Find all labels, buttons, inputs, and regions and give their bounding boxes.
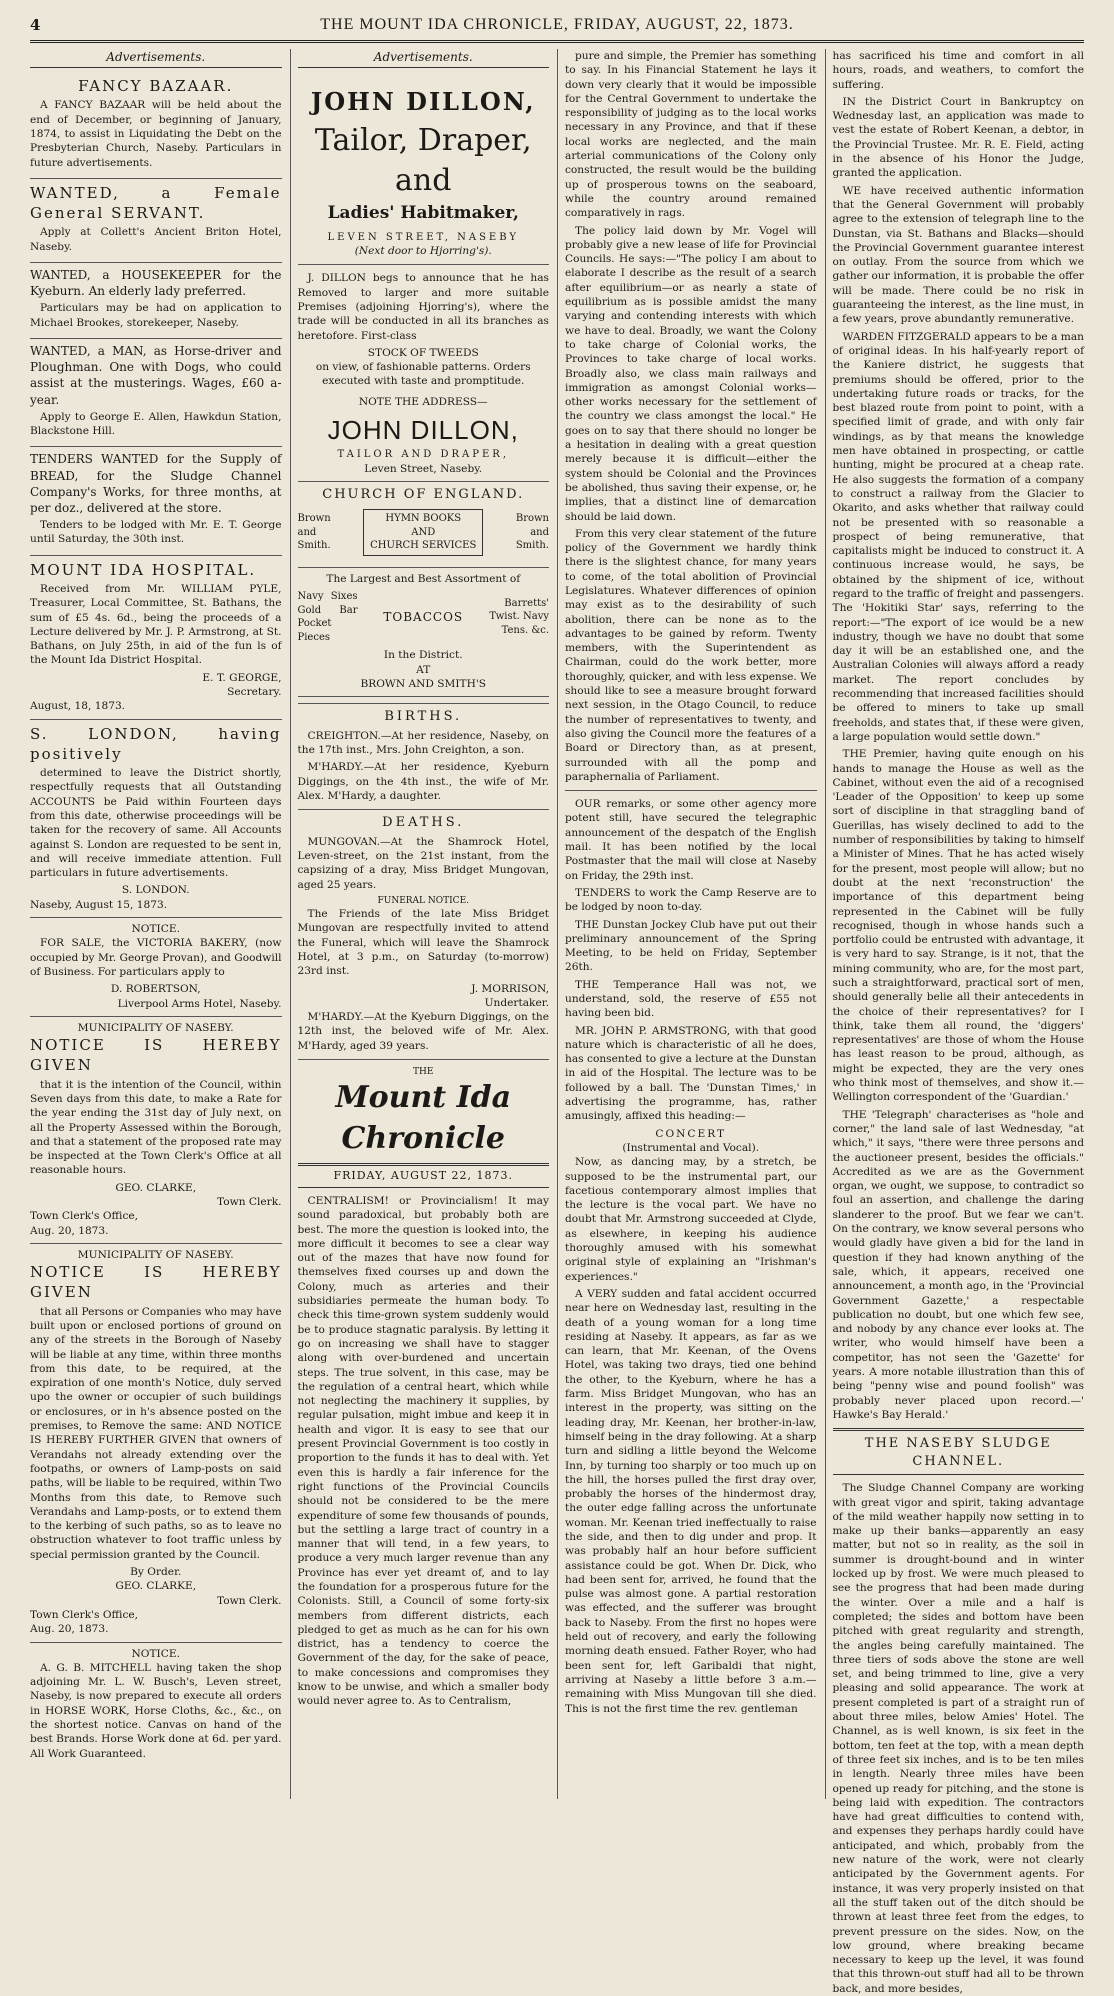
ad-sign: E. T. GEORGE, [202,671,282,684]
death-2: M'HARDY.—At the Kyeburn Diggings, on the 12th inst, the beloved wife of Mr. Alex. M'Hardy, aged 39 years. [297,1011,549,1052]
news-accident: A VERY sudden and fatal accident occurred near here on Wednesday last, resulting in the death of a young woman for a long time residing at Naseby. It appears, as far as we can learn, that Mr. Keenan, of the Ovens Hotel, was taking two drays, tied one behind the other, to the Kyeburn, where he has a farm. Miss Bridget Mungovan, who has an interest in the property, was sitting on the leading dray, Mr. Keenan, her brother-in-law, himself being in the dray following. At a sharp turn and sidling a little beyond the Welcome Inn, by turning too sharply or too much up on the hill, the horses pulled the first dray over, probably the horses of the hindermost dray, the outer edge falling across the unfortunate woman. Mr. Keenan tried ineffectually to raise the side, and then to dig under and prop. It was probably half an hour before sufficient assistance could be got. When Dr. Dick, who had been sent for, arrived, he found that the pulse was almost gone. A partial restoration was effected, and the sufferer was brought back to Naseby. From the first no hopes were held out of recovery, and early the following morning death ensued. Father Royer, who had been sent for, left Garibaldi that night, arriving at Naseby a little before 3 a.m.—remaining with Miss Mungovan till she died. This is not the first time the rev. gentleman [565,1287,817,1715]
news-bankruptcy: IN the District Court in Bankruptcy on Wednesday last, an application was made to vest the estate of Robert Keenan, a debtor, in the Provincial Trustee. Mr. R. E. Field, acting in the absence of his Honor the Judge, granted the application. [832,95,1084,180]
dillon-sub: Ladies' Habitmaker, [327,202,519,223]
ad-body: Apply to George E. Allen, Hawkdun Station, Blackstone Hill. [30,410,282,438]
ad-title: FANCY BAZAAR. [78,77,234,96]
funeral-notice-title: FUNERAL NOTICE. [377,895,470,906]
dillon-big-name: JOHN DILLON, [327,414,519,445]
column-2 [290,49,550,1799]
page-number: 4 [30,16,41,34]
ad-title: NOTICE. [131,1647,180,1660]
ads-header: Advertisements. [298,49,550,68]
divider [298,1059,550,1060]
ad-wanted-man [30,339,282,447]
paper-date: FRIDAY, AUGUST 22, 1873. [298,1163,550,1188]
ad-title: WANTED, a HOUSEKEEPER for the Kyeburn. An elderly lady preferred. [30,268,282,299]
ad-victoria-bakery [30,918,282,1017]
news-tenders: TENDERS to work the Camp Reserve are to be lodged by noon to-day. [565,886,817,914]
ad-sign: D. ROBERTSON, [110,983,201,996]
ad-title: TENDERS WANTED for the Supply of BREAD, for the Sludge Channel Company's Works, for three months, at per doz., delivered at the store. [30,452,282,515]
ad-body: Received from Mr. WILLIAM PYLE, Treasurer, Local Committee, St. Bathans, the sum of £5 4s. 6d., being the proceeds of a Lecture delivered by Mr. J. P. Armstrong, at St. Bathans, on July 25th, in aid of the fun ls of the Mount Ida District Hospital. [30,582,282,667]
ad-municipality-streets [30,1244,282,1643]
tob-at: AT [416,663,431,676]
ad-title: NOTICE. [131,923,180,936]
ad-church-of-england [298,482,550,568]
ad-body: determined to leave the District shortly, respectfully requests that all Outstanding ACCOUNTS be Paid within Fourteen days from this date, otherwise proceedings will be taken for the recovery of same. All Accounts against S. London are requested to be sent in, and will receive immediate attention. Full particulars in future advertisements. [30,767,282,880]
ad-address: Liverpool Arms Hotel, Naseby. [117,997,282,1010]
news-temperance-hall: THE Temperance Hall was not, we understand, sold, the reserve of £55 not having been bid. [565,978,817,1020]
dillon-trade: Tailor, Draper, and [314,122,532,199]
tob-district: In the District. [383,649,463,662]
paper-name: Mount Ida Chronicle [335,1080,512,1156]
editorial-text: CENTRALISM! or Provincialism! It may sound paradoxical, but probably both are best. The more the question is looked into, the more difficult it becomes to see a clear way out of the mazes that have now found for themselves fixed courses up and down the Colony, much as arteries and their subsidiaries permeate the human body. To check this time-grown system suddenly would be to produce stagnatic paralysis. By letting it go on increasing we shall have to stagger along with over-burdened and uncertain steps. The true solvent, in this case, may be the regulation of a central heart, which while not neglecting the machinery it supplies, by regular pulsation, might imbue and keep it in health and vigor. It is easy to see that our present Provincial Government is too costly in proportion to the funds it has to deal with. Yet even this is hardly a fair inference for the right functions of the Provincial Councils should not be considered to be the mere expenditure of some few thousands of pounds, but the settling a large tract of country in a manner that will tend, in a few years, to produce a very much larger revenue than any Province has ever yet dreamt of, and to lay the foundation for a prosperous future for the Colonists. Still, a Council of some forty-six members from different districts, each pledged to get as much as he can for his own district, has a tendency to coerce the Government of the day, for the sake of peace, to make concessions and compromises they know to be unwise, and which a smaller body would never agree to. As to Centralism, [297,1194,549,1708]
funeral-notice: The Friends of the late Miss Bridget Mungovan are respectfully invited to attend the Funeral, which will leave the Shamrock Hotel, at 3 p.m., on Saturday (to-morrow) 23rd inst. [297,908,549,978]
ad-role: Town Clerk. [217,1594,282,1607]
ad-heading: NOTICE IS HEREBY GIVEN [30,1036,282,1075]
news-armstrong: MR. JOHN P. ARMSTRONG, with that good nature which is characteristic of all he does, has consented to give a lecture at the Dunstan in aid of the Hospital. The lecture was to be followed by a ball. The 'Dunstan Times,' in advertising the programme, has, rather amusingly, affixed this heading:— [565,1024,817,1123]
news-warden: WARDEN FITZGERALD appears to be a man of original ideas. In his half-yearly report of the Kaniere district, he suggests that premiums should be offered, prior to the undertaking future roads or tracks, for the best blazed route from point to point, with a specified limit of grade, and with only fair windings, as by that means the knowledge men have obtained in prospecting, or cattle hunting, might be procured at a cheap rate. He also suggests the formation of a company to construct a railway from the Glacier to Okarito, and asks whether that railway could not be presented with so reasonable a prospect of being remunerative, that capitalists might be induced to construct it. A continuous increase would, he says, be obtained by the shipment of ice, without regard to the traffic of freight and passengers. The 'Hokitiki Star' says, referring to the report:—"The export of ice would be a new industry, though we have no doubt that some day it will be an established one, and the Australian Colonies will always afford a ready market. The report concludes by recommending that increased facilities should be offered to miners to take up small freeholds, and states that, if these were given, a large population would settle down." [832,330,1084,743]
news-jockey-club: THE Dunstan Jockey Club have put out their preliminary announcement of the Spring Meeting, to be held on Friday, September 26th. [565,918,817,974]
ad-order: By Order. [130,1566,182,1579]
masthead-title: THE MOUNT IDA CHRONICLE, FRIDAY, AUGUST, 22, 1873. [320,16,794,33]
divider [298,264,550,265]
tob-mid: TOBACCOS [383,610,464,625]
ads-header: Advertisements. [30,49,282,68]
ad-john-dillon [298,72,550,482]
church-mid3: CHURCH SERVICES [370,540,477,552]
column-4 [825,49,1085,1995]
ad-body: that all Persons or Companies who may have built upon or enclosed portions of ground on any of the streets in the Borough of Naseby will be liable at any time, within three months from this date, to be required, at the expiration of one month's Notice, duly served upo the owner or occupier of such buildings or enclosures, or in h's absence posted on the premises, to Remove the same: AND NOTICE IS HEREBY FURTHER GIVEN that owners of Verandahs not already extending over the footpaths, or owners of Lamp-posts on said paths, will be liable to be required, within Two Months from this date, to Remove such Verandahs and Lamp-posts, or to extend them to the kerbing of such paths, so as to leave no obstruction whatever to foot traffic unless by special permission granted by the Council. [30,1305,282,1561]
editorial-cont-3: From this very clear statement of the future policy of the Government we hardly think there is the slightest chance, for many years to come, of the total abolition of Provincial Legislatures. Whatever differences of opinion may exist as to the desirability of such abolition, there can be none as to the advantages to be gained by reform. Twenty members, with the Superintendent as Chairman, could do the work better, more thoroughly, quicker, and with less expense. We should like to see a measure brought forward next session, in the Otago Council, to reduce the number of representatives to twenty, and also giving the Council more the features of a Board or Directory than, as at present, surrounded with all the pomp and paraphernalia of Parliament. [565,527,817,783]
dillon-name: JOHN DILLON, [310,87,536,117]
ad-body: A FANCY BAZAAR will be held about the end of December, or beginning of January, 1874, to assist in Liquidating the Debt on the Presbyterian Church, Naseby. Particulars in future advertisements. [30,99,282,169]
news-concert: Now, as dancing may, by a stretch, be supposed to be the instrumental part, our facetious contemporary almost implies that the lecture is the vocal part. We have no doubt that Mr. Armstrong succeeded at Clyde, as elsewhere, in keeping his audience thoroughly amused with his somewhat original style of explaining an "Irishman's experiences." [565,1156,817,1283]
church-right: Brown and Smith. [515,513,549,552]
editorial-cont-2: The policy laid down by Mr. Vogel will probably give a new lease of life for Provincial Councils. He says:—"The policy I am about to elaborate I describe as the result of a search after equilibrium—or as nearly a state of equilibrium as is possible amidst the many varying and contending interests with which we have to deal. Broadly, we want the Colony to take charge of Colonial works, the Provinces to take charge of local works. Broadly also, we class main railways and immigration as amongst Colonial works—other works necessary for the settlement of the country we class amongst the local." He goes on to say that there should no longer be a hesitation in dealing with a great question merely because it is difficult—either the system should be Colonial and the Provinces be abolished, thus saving their expense, or, he implies, that a distinct line of demarcation should be laid down. [565,224,817,523]
ad-role: Town Clerk. [217,1196,282,1209]
ad-london [30,720,282,918]
ad-date: Naseby, August 15, 1873. [30,898,168,911]
dillon-addr: Leven Street, Naseby. [364,462,483,475]
ad-tenders [30,447,282,555]
concert-heading: CONCERT [655,1127,727,1140]
news-premier: THE Premier, having quite enough on his hands to manage the House as well as the Cabinet, without even the aid of a recognised 'Leader of the Opposition' to keep up some sort of discipline in that straggling band of Guerillas, has wisely declined to add to the number of responsibilities by taking to himself a Minister of Mines. That he has acted wisely for the present, most people will allow; but no doubt at the next 'reconstruction' the importance of this department being represented in the Cabinet will be fully recognised, though in whose hands such a portfolio could be entrusted with advantage, it is very hard to say. Strange, is it not, that the mining community, who are, for the most part, such a straightforward, practical sort of men, should generally belie all their antecedents in the choice of their representatives? for I think, take them all round, the 'diggers' representatives' are those of whom the House has least reason to be proud, although, as might be expected, they are the very ones who think most of themselves, and show it.—Wellington correspondent of the 'Guardian.' [832,748,1084,1104]
dillon-view: on view, of fashionable patterns. Orders executed with taste and promptitude. [315,361,531,388]
ad-office: Town Clerk's Office, [30,1608,139,1621]
ad-role: Secretary. [227,686,282,698]
church-mid1: HYMN BOOKS [385,513,462,525]
birth-1: CREIGHTON.—At her residence, Naseby, on the 17th inst., Mrs. John Creighton, a son. [297,729,549,756]
dillon-street: LEVEN STREET, NASEBY [327,231,519,243]
masthead [30,14,1084,43]
deaths-title: DEATHS. [298,809,550,832]
ad-mitchell [30,1643,282,1769]
ad-hospital [30,556,282,720]
ad-date: August, 18, 1873. [30,700,126,713]
ad-body: Apply at Collett's Ancient Briton Hotel, Naseby. [30,226,282,253]
ad-office: Town Clerk's Office, [30,1210,139,1223]
ad-title: MUNICIPALITY OF NASEBY. [77,1021,234,1034]
ad-title: WANTED, a Female General SERVANT. [30,183,282,223]
ad-body: FOR SALE, the VICTORIA BAKERY, (now occupied by Mr. George Provan), and Goodwill of Business. For particulars apply to [30,937,282,978]
church-left: Brown and Smith. [297,513,331,552]
dillon-stock: STOCK OF TWEEDS [367,346,479,359]
ad-title: CHURCH OF ENGLAND. [322,486,525,502]
column-1 [30,49,282,1799]
ad-title: WANTED, a MAN, as Horse-driver and Ploughman. One with Dogs, who could assist at the musterings. Wages, £60 a-year. [30,343,282,407]
concert-sub: (Instrumental and Vocal). [622,1141,760,1154]
ad-title: S. LONDON, having positively [30,724,282,763]
ad-date: Aug. 20, 1873. [30,1623,109,1636]
ad-title: MUNICIPALITY OF NASEBY. [77,1248,234,1261]
ad-fancy-bazaar [30,72,282,179]
dillon-note: NOTE THE ADDRESS— [358,395,488,408]
paper-the: THE [413,1066,434,1077]
divider [565,790,817,791]
tob-shop: BROWN AND SMITH'S [360,677,487,690]
news-land-sale: THE 'Telegraph' characterises as "hole and corner," the land sale of last Wednesday, "at which," it says, "there were three persons and the auctioneer present, besides the officials." Accredited as we are as the Government organ, we ought, we suppose, to contradict so foul an assertion, and challenge the daring slanderer to the proof. But we fear we can't. On the contrary, we know several persons who would gladly have given a bid for the land in question if they had known anything of the sale, which, it appears, received one announcement, a month ago, in the 'Provincial Government Gazette,' a respectable publication no doubt, but one which few see, and nobody by any chance ever looks at. The writer, who would himself have been a competitor, has not seen the 'Gazette' for years. A more notable illustration than this of being "penny wise and pound foolish" was probably never placed upon record.—' Hawke's Bay Herald.' [832,1108,1084,1421]
ad-sign: GEO. CLARKE, [115,1181,197,1194]
ad-date: Aug. 20, 1873. [30,1224,109,1237]
ad-body: Tenders to be lodged with Mr. E. T. George until Saturday, the 30th inst. [30,519,282,546]
church-mid [363,509,483,556]
births-title: BIRTHS. [298,703,550,726]
sludge-title: THE NASEBY SLUDGE CHANNEL. [833,1428,1085,1475]
tob-left: Navy Sixes Gold Bar Pocket Pieces [297,591,358,643]
ad-sign: S. LONDON. [121,884,190,897]
news-telegraph: WE have received authentic information that the General Government will probably agree to the extension of telegraph line to the Dunstan, via St. Bathans and Blacks—should the Provincial Government guarantee interest on outlay. From the source from which we gather our information, it is probable the offer will be made. There could be no risk in guaranteeing the interest, as the line must, in a few years, prove abundantly remunerative. [832,184,1084,326]
ad-title: MOUNT IDA HOSPITAL. [30,560,257,579]
birth-2: M'HARDY.—At her residence, Kyeburn Diggings, on the 4th inst., the wife of Mr. Alex. M'Hardy, a daughter. [297,761,549,802]
dillon-next: (Next door to Hjorring's). [354,245,492,258]
undertaker-role: Undertaker. [484,996,549,1009]
ad-municipality-rate [30,1017,282,1244]
news-mail: OUR remarks, or some other agency more potent still, have secured the telegraphic announcement of the despatch of the English mail. It has been notified by the local Postmaster that the mail will close at Naseby on Friday, the 29th inst. [565,798,817,882]
tob-intro: The Largest and Best Assortment of [326,572,521,585]
death-1: MUNGOVAN.—At the Shamrock Hotel, Leven-street, on the 21st instant, from the capsizing of a dray, Miss Bridget Mungovan, aged 25 years. [297,835,549,891]
ad-wanted-housekeeper [30,263,282,339]
dillon-body: J. DILLON begs to announce that he has Removed to larger and more suitable Premises (adjoining Hjorring's), where the trade will be conducted in all its branches as heretofore. First-class [297,272,549,342]
ad-heading: NOTICE IS HEREBY GIVEN [30,1263,282,1302]
editorial-cont-1: pure and simple, the Premier has something to say. In his Financial Statement he lays it down very clearly that it would be impossible for the Central Government to undertake the responsibility of judging as to the local works necessary in any Province, and that if these local works are neglected, and the main arterial communications of the Colony only constructed, the result would be the building up of prosperous towns on the seaboard, while the country around remained comparatively in rags. [565,50,817,220]
ad-wanted-servant [30,179,282,263]
ad-body: that it is the intention of the Council, within Seven days from this date, to make a Rate for the year ending the 31st day of July next, on all the Property Assessed within the Borough, and that a statement of the proposed rate may be inspected at the Town Clerk's Office at all reasonable hours. [30,1078,282,1177]
news-sludge-channel: The Sludge Channel Company are working with great vigor and spirit, taking advantage of the mild weather happily now setting in to make up their banks—apparently an easy matter, but not so in reality, as the soil in summer is drought-bound and in winter locked up by frost. We were much pleased to see the progress that had been made during the winter. Over a mile and a half is completed; the sides and bottom have been pitched with great regularity and strength, the angles being carefully maintained. The three tiers of sods above the stone are well set, and being trimmed to line, give a very pleasing and solid appearance. The work at present completed is part of a straight run of about three miles, below Amies' Hotel. The Channel, as is well known, is six feet in the bottom, ten feet at the top, with a mean depth of three feet six inches, and is to be ten miles in length. Nearly three miles have been opened up ready for pitching, and the stone is being laid with expedition. The contractors have had great difficulties to contend with, and expenses they perhaps hardly could have anticipated, and which, probably from the new nature of the work, were not clearly anticipated by the Government agents. For instance, it was very properly insisted on that all the stuff taken out of the ditch should be thrown at least three feet from the edges, to prevent pressure on the sides. Now, on the low ground, where breaking became necessary to keep up the level, it was found that this thrown-out stuff had all to be thrown back, and more besides, [832,1482,1084,1995]
tob-right: Barretts' Twist. Navy Tens. &c. [489,597,549,636]
ad-body: A. G. B. MITCHELL having taken the shop adjoining Mr. L. W. Busch's, Leven street, Naseby, is now prepared to execute all orders in HORSE WORK, Horse Cloths, &c., &c., on the shortest notice. Canvas on hand of the best Brands. Horse Work done at 6d. per yard. All Work Guaranteed. [30,1661,282,1760]
news-cont: has sacrificed his time and comfort in all hours, roads, and weathers, to comfort the suffering. [832,50,1084,91]
church-mid2: AND [411,526,436,538]
ad-tobacco [298,568,550,697]
ad-sign: GEO. CLARKE, [115,1580,197,1593]
dillon-role: TAILOR AND DRAPER, [337,449,509,461]
ad-body: Particulars may be had on application to Michael Brookes, storekeeper, Naseby. [30,302,282,329]
column-3 [557,49,817,1799]
undertaker-name: J. MORRISON, [471,982,549,995]
